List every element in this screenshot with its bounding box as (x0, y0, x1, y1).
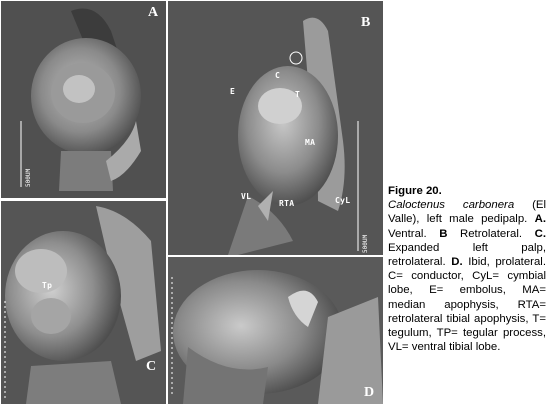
caption-c-letter: C. (534, 227, 546, 240)
label-c: C (275, 71, 281, 80)
caption-c-text: Expanded left palp, retrolateral. (388, 241, 546, 269)
figure-caption (388, 184, 546, 354)
caption-a-text: Ventral. (388, 227, 440, 240)
panel-d (168, 257, 383, 404)
panel-a-letter: A (148, 5, 159, 20)
panel-c-sem-image (1, 201, 166, 404)
panel-b-scale-label: 500UM (362, 234, 369, 253)
panel-b-sem-image (168, 1, 383, 255)
figure-caption-body (388, 198, 546, 354)
caption-d-letter: D. (451, 256, 463, 269)
panel-a (1, 1, 166, 198)
caption-a-letter: A. (534, 213, 546, 226)
label-t: T (295, 90, 301, 99)
label-e: E (230, 87, 236, 96)
panel-b (168, 1, 383, 255)
panel-d-sem-image (168, 257, 383, 404)
label-rta: RTA (279, 199, 295, 208)
caption-b-text: Retrolateral. (447, 227, 523, 240)
label-vl: VL (241, 192, 252, 201)
figure-title: Figure 20. (388, 185, 442, 197)
panel-d-letter: D (364, 385, 375, 400)
caption-d-text: Ibid, prolateral. C= conductor, CyL= cymbial lobe, E= embolus, MA= median apophysis, RTA= retrolateral tibial apophysis, T= tegulum, TP= tegular process, VL= ventral tibial lobe. (388, 256, 547, 354)
label-cyl: CyL (335, 196, 351, 205)
panel-c-letter: C (146, 359, 157, 374)
panel-a-scale-label: 500UM (25, 168, 32, 187)
label-ma: MA (305, 138, 316, 147)
caption-locality: (El Valle), left male pedipalp. (388, 199, 546, 226)
caption-b-letter: B (439, 227, 448, 240)
panel-b-letter: B (361, 15, 371, 30)
label-tp: Tp (42, 281, 53, 290)
panel-c (1, 201, 166, 404)
species-name: Caloctenus carbonera (388, 199, 515, 212)
